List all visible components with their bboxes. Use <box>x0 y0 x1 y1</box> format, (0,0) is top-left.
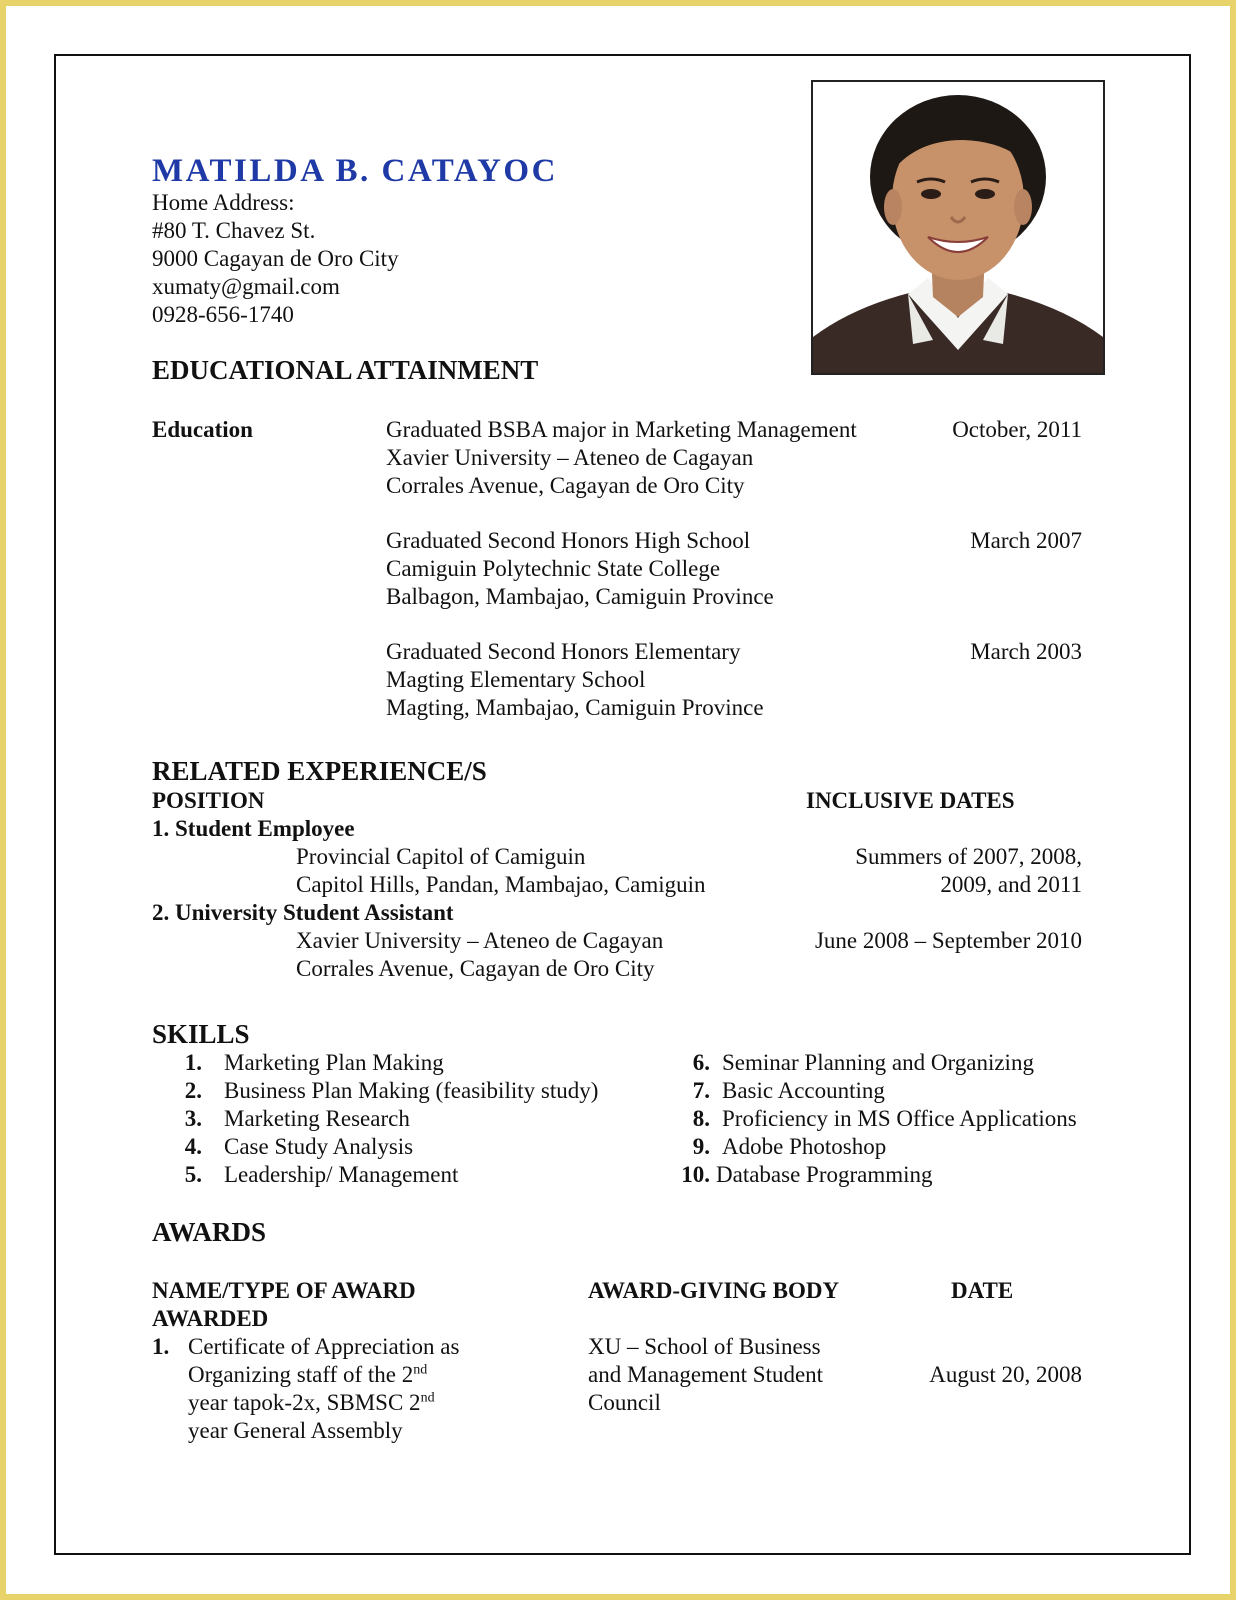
list-item <box>152 1049 652 1077</box>
skill-text: Seminar Planning and Organizing <box>722 1050 1034 1075</box>
education-school: Xavier University – Ateneo de Cagayan <box>386 445 754 470</box>
education-entry <box>386 416 857 500</box>
experience-title: 2. University Student Assistant <box>152 900 454 925</box>
skill-number: 2. <box>184 1078 202 1103</box>
education-school: Magting Elementary School <box>386 667 646 692</box>
skill-number: 3. <box>184 1106 202 1131</box>
experience-employer: Xavier University – Ateneo de Cagayan <box>296 928 664 953</box>
experience-employer: Provincial Capitol of Camiguin <box>296 844 586 869</box>
skill-text: Marketing Plan Making <box>224 1050 444 1075</box>
education-location: Corrales Avenue, Cagayan de Oro City <box>386 473 745 498</box>
education-location: Magting, Mambajao, Camiguin Province <box>386 695 764 720</box>
list-item <box>152 1105 652 1133</box>
skill-text: Marketing Research <box>224 1106 410 1131</box>
experience-dates <box>855 843 1082 899</box>
education-school: Camiguin Polytechnic State College <box>386 556 721 581</box>
experience-dates-line: 2009, and 2011 <box>940 872 1082 897</box>
email-address: xumaty@gmail.com <box>152 274 340 299</box>
education-entry <box>386 527 774 611</box>
skill-number: 1. <box>184 1050 202 1075</box>
award-body-line: and Management Student <box>588 1362 824 1387</box>
education-section-title: EDUCATIONAL ATTAINMENT <box>152 355 539 385</box>
award-body-line: XU – School of Business <box>588 1334 821 1359</box>
award-name-line: year General Assembly <box>188 1418 403 1443</box>
award-body-line: Council <box>588 1390 661 1415</box>
inclusive-dates-header: INCLUSIVE DATES <box>806 788 1015 813</box>
list-item <box>666 1049 1106 1077</box>
skill-text: Database Programming <box>716 1162 933 1187</box>
award-giving-body <box>588 1333 823 1417</box>
award-name-text: Organizing staff of the 2 <box>188 1362 414 1387</box>
skill-number: 6. <box>692 1050 710 1075</box>
skill-number: 4. <box>184 1134 202 1159</box>
skill-text: Case Study Analysis <box>224 1134 414 1159</box>
experience-location: Capitol Hills, Pandan, Mambajao, Camiguin <box>296 872 706 897</box>
ordinal-superscript: nd <box>420 1390 435 1406</box>
skill-number: 8. <box>692 1106 710 1131</box>
skill-text: Proficiency in MS Office Applications <box>722 1106 1077 1131</box>
award-date-header: DATE <box>951 1278 1014 1303</box>
experience-title: 1. Student Employee <box>152 816 355 841</box>
list-item <box>152 1077 652 1105</box>
list-item <box>666 1133 1106 1161</box>
education-degree: Graduated Second Honors High School <box>386 528 751 553</box>
award-name <box>188 1333 459 1445</box>
education-degree: Graduated BSBA major in Marketing Management <box>386 417 857 442</box>
award-name-header-cont: AWARDED <box>152 1306 269 1331</box>
skill-text: Leadership/ Management <box>224 1162 459 1187</box>
award-name-header: NAME/TYPE OF AWARD <box>152 1278 416 1303</box>
experience-details <box>296 843 706 899</box>
skill-number: 7. <box>692 1078 710 1103</box>
contact-info <box>152 189 399 329</box>
skills-section-title: SKILLS <box>152 1019 250 1049</box>
profile-photo <box>811 80 1105 375</box>
experience-details <box>296 927 663 983</box>
position-header: POSITION <box>152 788 265 813</box>
list-item <box>152 1133 652 1161</box>
award-name-text: year tapok-2x, SBMSC 2 <box>188 1390 421 1415</box>
award-name-line <box>188 1389 459 1417</box>
experience-location: Corrales Avenue, Cagayan de Oro City <box>296 956 655 981</box>
applicant-name: MATILDA B. CATAYOC <box>152 153 558 189</box>
education-location: Balbagon, Mambajao, Camiguin Province <box>386 584 774 609</box>
experience-dates: June 2008 – September 2010 <box>814 928 1082 953</box>
award-number: 1. <box>152 1334 170 1359</box>
skill-text: Basic Accounting <box>722 1078 885 1103</box>
award-body-header: AWARD-GIVING BODY <box>588 1278 840 1303</box>
skill-text: Business Plan Making (feasibility study) <box>224 1078 599 1103</box>
education-date: March 2003 <box>970 639 1082 664</box>
street-address: #80 T. Chavez St. <box>152 218 316 243</box>
award-date: August 20, 2008 <box>929 1362 1082 1387</box>
ordinal-superscript: nd <box>413 1362 428 1378</box>
education-date: October, 2011 <box>952 417 1082 442</box>
skills-list-right <box>666 1049 1106 1189</box>
address-label: Home Address: <box>152 190 295 215</box>
skill-number: 5. <box>184 1162 202 1187</box>
skill-number: 10. <box>681 1162 710 1187</box>
award-name-line <box>188 1361 459 1389</box>
awards-section-title: AWARDS <box>152 1217 267 1247</box>
list-item <box>666 1161 1106 1189</box>
education-label: Education <box>152 417 253 442</box>
page <box>6 6 1230 1594</box>
list-item <box>152 1161 652 1189</box>
skill-number: 9. <box>692 1134 710 1159</box>
education-degree: Graduated Second Honors Elementary <box>386 639 741 664</box>
experience-dates-line: Summers of 2007, 2008, <box>855 844 1082 869</box>
experience-section-title: RELATED EXPERIENCE/S <box>152 756 487 786</box>
list-item <box>666 1077 1106 1105</box>
skills-list-left <box>152 1049 652 1189</box>
education-date: March 2007 <box>970 528 1082 553</box>
education-entry <box>386 638 764 722</box>
phone-number: 0928-656-1740 <box>152 302 294 327</box>
award-name-line: Certificate of Appreciation as <box>188 1334 460 1359</box>
list-item <box>666 1105 1106 1133</box>
skill-text: Adobe Photoshop <box>722 1134 887 1159</box>
city-address: 9000 Cagayan de Oro City <box>152 246 399 271</box>
